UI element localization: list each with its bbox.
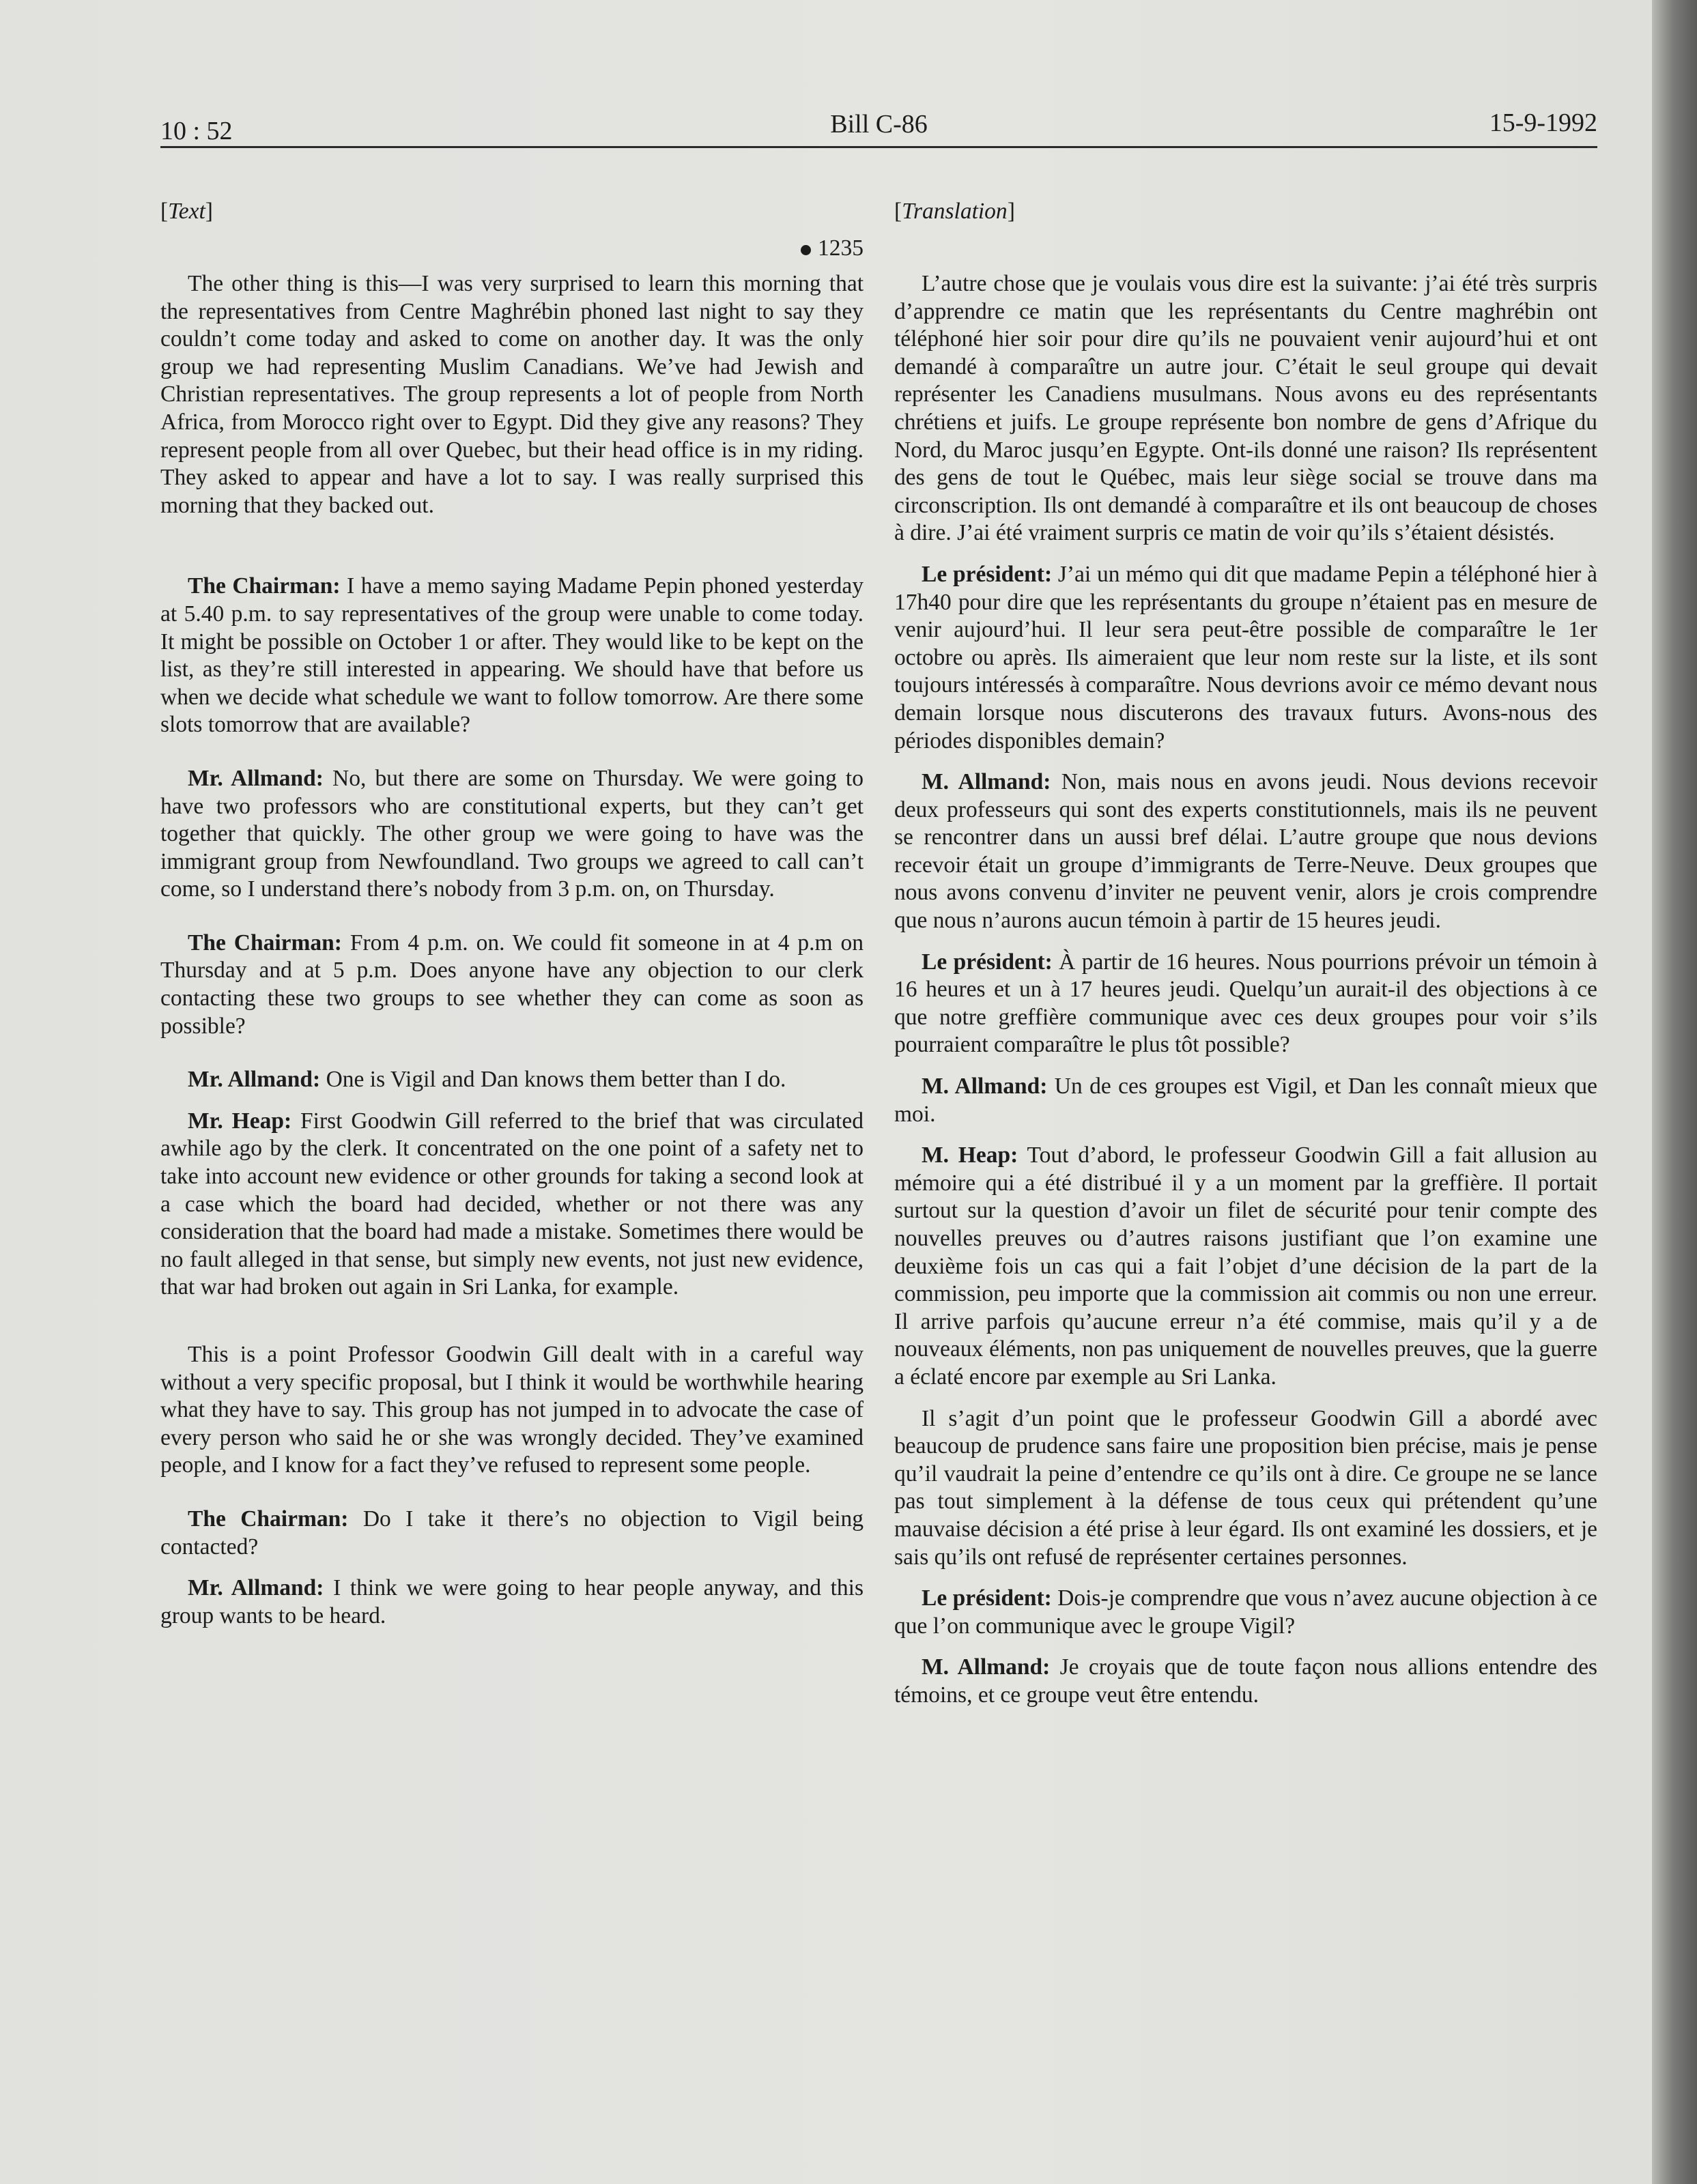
header-date: 15-9-1992 [1489,109,1597,137]
time-spacer [894,235,1597,262]
paragraph: The other thing is this—I was very surprised to learn this morning that the representatives from Centre Maghrébin phoned last night to say they couldn’t come today and asked to come on another day. It was the only group we had representing Muslim Canadians. We’ve had Jewish and Christian representatives. The group represents a lot of people from North Africa, from Morocco right over to Egypt. Did they give any reasons? They represent people from all over Quebec, but their head office is in my riding. They asked to appear and have a lot to say. I was really surprised this morning that they backed out. [160,271,864,518]
paragraph: M. Allmand: Je croyais que de toute façon nous allions entendre des témoins, et ce groupe veut être entendu. [894,1654,1597,1708]
paragraph: M. Allmand: Non, mais nous en avons jeudi. Nous devions recevoir deux professeurs qui sont des experts constitutionnels, mais ils ne peuvent se rencontrer dans un aussi bref délai. L’autre groupe que nous devions recevoir était un groupe d’immigrants de Terre-Neuve. Deux groupes que nous avons convenu d’inviter ne peuvent venir, alors je crois comprendre que nous n’aurons aucun témoin à partir de 15 heures jeudi. [894,769,1597,934]
english-column [160,184,864,1643]
header-rule [160,146,1597,148]
paragraph: The Chairman: From 4 p.m. on. We could fit someone in at 4 p.m on Thursday and at 5 p.m. Does anyone have any objection to our clerk contacting these two groups to see whether they can come as soon as possible? [160,930,864,1039]
paragraph: M. Allmand: Un de ces groupes est Vigil, et Dan les connaît mieux que moi. [894,1074,1598,1127]
page-number: 10 : 52 [160,117,233,145]
page-header [160,102,1597,150]
translation-tag: [Translation] [894,199,1015,224]
time-stamp: 1235 [160,235,864,262]
text-tag: [Text] [160,199,213,224]
paragraph: The Chairman: I have a memo saying Madame Pepin phoned yesterday at 5.40 p.m. to say representatives of the group were unable to come today. It might be possible on October 1 or after. They would like to be kept on the list, as they’re still interested in appearing. We should have that before us when we decide what schedule we want to follow tomorrow. Are there some slots tomorrow that are available? [160,573,864,738]
paragraph: Mr. Allmand: One is Vigil and Dan knows them better than I do. [188,1067,786,1093]
paragraph: Le président: À partir de 16 heures. Nous pourrions prévoir un témoin à 16 heures et un à 17 heures jeudi. Quelqu’un aurait-il des objections à ce que notre greffière communique avec ces deux groupes pour voir s’ils pourraient comparaître le plus tôt possible? [894,949,1597,1058]
paragraph: The Chairman: Do I take it there’s no objection to Vigil being contacted? [160,1506,864,1560]
french-column [894,184,1597,1723]
paragraph: This is a point Professor Goodwin Gill dealt with in a careful way without a very specific proposal, but I think it would be worthwhile hearing what they have to say. This group has not jumped in to advocate the case of every person who said he or she was wrongly decided. They’ve examined people, and I know for a fact they’ve refused to represent some people. [160,1342,864,1478]
paragraph: Mr. Allmand: No, but there are some on Thursday. We were going to have two professors who are constitutional experts, but they can’t get together that quickly. The other group we were going to have was the immigrant group from Newfoundland. Two groups we agreed to call can’t come, so I understand there’s nobody from 3 p.m. on, on Thursday. [160,765,864,902]
paragraph: M. Heap: Tout d’abord, le professeur Goodwin Gill a fait allusion au mémoire qui a été distribué il y a un moment par la greffière. Il portait surtout sur la question d’avoir un filet de sécurité pour tenir compte des nouvelles preuves ou d’autres raisons justifiant que l’on examine une deuxième fois un cas qui a fait l’objet d’une décision de la part de la commission, peu importe que la commission ait commis ou non une erreur. Il arrive parfois qu’aucune erreur n’a été commise, mais qu’il y a de nouveaux éléments, non pas uniquement de nouvelles preuves, que la guerre a éclaté encore par exemple au Sri Lanka. [894,1143,1597,1390]
bill-title: Bill C-86 [830,110,928,139]
paragraph: Le président: J’ai un mémo qui dit que madame Pepin a téléphoné hier à 17h40 pour dire que les représentants du groupe n’étaient pas en mesure de venir aujourd’hui. Il leur sera peut-être possible de comparaître le 1er octobre ou après. Ils aimeraient que leur nom reste sur la liste, et ils sont toujours intéressés à comparaître. Nous devrions avoir ce mémo devant nous demain lorsque nous discuterons des travaux futurs. Avons-nous des périodes disponibles demain? [894,561,1598,753]
paragraph: Le président: Dois-je comprendre que vous n’avez aucune objection à ce que l’on communique avec le groupe Vigil? [894,1585,1598,1639]
binding-shadow [1652,0,1697,2184]
paragraph: L’autre chose que je voulais vous dire est la suivante: j’ai été très surpris d’apprendre ce matin que les représentants du Centre maghrébin ont téléphoné hier soir pour dire qu’ils ne pouvaient venir aujourd’hui et ont demandé à comparaître un autre jour. C’était le seul groupe qui devait représenter les Canadiens musulmans. Nous avons eu des représentants chrétiens et juifs. Le groupe représente bon nombre de gens d’Afrique du Nord, du Maroc jusqu’en Egypte. Ont-ils donné une raison? Ils représentent des gens de tout le Québec, mais leur siège social se trouve dans ma circonscription. Ils ont demandé à comparaître et ils ont beaucoup de choses à dire. J’ai été vraiment surpris ce matin de voir qu’ils s’étaient désistés. [894,271,1597,546]
bullet-icon [801,245,811,255]
paragraph: Mr. Allmand: I think we were going to hear people anyway, and this group wants to be heard. [160,1575,864,1628]
paragraph: Il s’agit d’un point que le professeur Goodwin Gill a abordé avec beaucoup de prudence sans faire une proposition bien précise, mais je pense qu’il vaudrait la peine d’entendre ce qu’ils ont à dire. Ce groupe ne se lance pas tout simplement à la défense de tous ceux qui prétendent qu’une mauvaise décision a été prise à leur égard. Ils ont examiné les dossiers, et je sais qu’ils ont refusé de représenter certaines personnes. [894,1405,1597,1570]
paragraph: Mr. Heap: First Goodwin Gill referred to the brief that was circulated awhile ago by the clerk. It concentrated on the one point of a safety net to take into account new evidence or other grounds for taking a second look at a case which the board had decided, whether or not there was any consideration that the board had made a mistake. Sometimes there would be no fault alleged in that sense, but simply new events, not just new evidence, that war had broken out again in Sri Lanka, for example. [160,1108,864,1300]
